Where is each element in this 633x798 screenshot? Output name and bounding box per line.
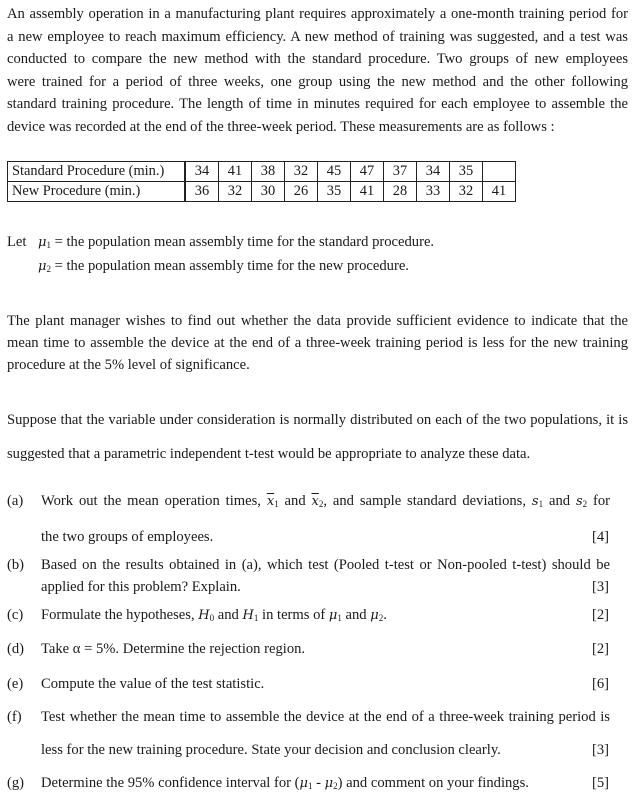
table-cell: 32 xyxy=(219,182,252,202)
intro-line: were trained for a period of three weeks, one group using the new method and the other following xyxy=(7,73,628,90)
definition-row xyxy=(7,232,434,256)
intro-line: device was recorded at the end of the three-week period. These measurements are as follows : xyxy=(7,118,555,135)
marks: [2] xyxy=(591,607,609,623)
table-cell: 28 xyxy=(384,182,417,202)
marks: [4] xyxy=(591,529,609,545)
definition-text: the population mean assembly time for the new procedure. xyxy=(66,258,409,274)
marks: [3] xyxy=(591,742,609,758)
marks: [5] xyxy=(591,775,609,791)
table-cell: 33 xyxy=(417,182,450,202)
suppose-paragraph: Suppose that the variable under consideration is normally distributed on each of the two populations, it is suggested that a parametric independent t-test would be appropriate to analyze these data. xyxy=(7,412,628,462)
subscript: 2 xyxy=(46,264,51,274)
definition-text: the population mean assembly time for the standard procedure. xyxy=(66,234,435,250)
intro-paragraph xyxy=(7,3,628,138)
question-text: applied for this problem? Explain. xyxy=(41,579,241,595)
marks: [6] xyxy=(591,676,609,692)
table-cell: 41 xyxy=(483,182,516,202)
table-cell: 34 xyxy=(417,162,450,182)
table-cell: 41 xyxy=(219,162,252,182)
table-cell: 36 xyxy=(185,182,219,202)
question-label: (f) xyxy=(7,709,22,725)
table-cell: 38 xyxy=(252,162,285,182)
row-label: Standard Procedure (min.) xyxy=(8,162,186,182)
question-text: less for the new training procedure. State your decision and conclusion clearly. xyxy=(41,742,501,758)
table-cell xyxy=(483,162,516,182)
table-cell: 45 xyxy=(318,162,351,182)
table-cell: 26 xyxy=(285,182,318,202)
intro-line: standard training procedure. The length of time in minutes required for each employee to assemble the xyxy=(7,96,628,112)
question-text: Determine the 95% confidence interval for $(\mu_1 - \mu_2)$ and comment on your findings. xyxy=(41,775,529,791)
table-cell: 32 xyxy=(450,182,483,202)
mu-symbol: μ xyxy=(38,259,47,274)
question-label: (e) xyxy=(7,676,24,692)
marks: [3] xyxy=(591,579,609,595)
question-text: Based on the results obtained in (a), which test (Pooled t-test or Non-pooled t-test) should be xyxy=(41,557,610,573)
table-cell: 34 xyxy=(185,162,219,182)
mu-symbol: μ xyxy=(38,235,47,250)
definition-row xyxy=(7,256,434,280)
table-cell: 41 xyxy=(351,182,384,202)
question-text: Compute the value of the test statistic. xyxy=(41,676,265,692)
question-text: Formulate the hypotheses, $H_0$ and $H_1$ in terms of $\mu_1$ and $\mu_2$. xyxy=(41,607,387,623)
intro-line: a new employee to reach maximum efficiency. A new method of training was suggested, and a test was xyxy=(7,28,628,45)
question-label: (g) xyxy=(7,775,25,791)
table-cell: 47 xyxy=(351,162,384,182)
equals-sign: = xyxy=(54,258,63,274)
question-label: (c) xyxy=(7,607,24,623)
question-label: (b) xyxy=(7,557,25,573)
question-text: Work out the mean operation times, $\overline{x}_1$ and $\overline{x}_2$, and sample standard deviations, $s_1$ and $s_2$ for xyxy=(41,493,611,509)
table-row xyxy=(8,182,516,202)
table-cell: 37 xyxy=(384,162,417,182)
table-cell: 30 xyxy=(252,182,285,202)
question-text: Test whether the mean time to assemble the device at the end of a three-week training period is xyxy=(41,709,610,725)
equals-sign: = xyxy=(54,234,63,250)
subscript: 1 xyxy=(46,240,51,250)
question-text: Take α = 5%. Determine the rejection region. xyxy=(41,641,306,657)
table-row xyxy=(8,162,516,182)
data-table xyxy=(7,161,516,202)
table-cell: 35 xyxy=(318,182,351,202)
row-label: New Procedure (min.) xyxy=(8,182,186,202)
let-label: Let xyxy=(7,234,27,250)
question-label: (d) xyxy=(7,641,25,657)
question-label: (a) xyxy=(7,493,24,509)
table-cell: 35 xyxy=(450,162,483,182)
question-text: the two groups of employees. xyxy=(41,529,214,545)
intro-line: conducted to compare the new method with the standard procedure. Two groups of new employees xyxy=(7,51,628,67)
definitions xyxy=(7,232,434,280)
table-cell: 32 xyxy=(285,162,318,182)
marks: [2] xyxy=(591,641,609,657)
intro-line: An assembly operation in a manufacturing plant requires approximately a one-month training period for xyxy=(7,6,628,22)
manager-paragraph: The plant manager wishes to find out whether the data provide sufficient evidence to indicate that the mean time to assemble the device at the end of a three-week training period is less for the new training procedure at the 5% level of significance. xyxy=(7,313,628,373)
